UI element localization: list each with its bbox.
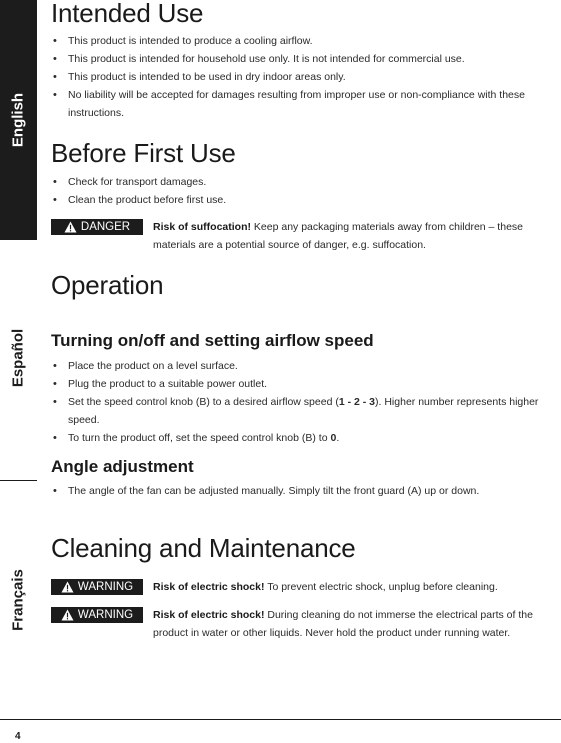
intended-use-heading: Intended Use: [51, 0, 204, 28]
list-item: • Plug the product to a suitable power outlet.: [51, 375, 561, 393]
warning-lead: Risk of electric shock!: [153, 581, 265, 593]
angle-adjustment-heading: Angle adjustment: [51, 457, 194, 476]
intended-use-list: [51, 32, 561, 122]
page-number: 4: [15, 731, 21, 742]
warning-body: To prevent electric shock, unplug before cleaning.: [264, 581, 498, 593]
angle-adjustment-list: [51, 482, 561, 500]
danger-lead: Risk of suffocation!: [153, 221, 252, 233]
list-item: [51, 429, 561, 447]
danger-body: Keep any packaging materials away from children – these materials are a potential source of danger, e.g. suffocation.: [153, 221, 523, 251]
off-text-post: .: [336, 432, 340, 444]
warning-badge: [51, 607, 143, 623]
language-tab-francais[interactable]: Français: [9, 569, 27, 631]
list-item: • This product is intended to produce a cooling airflow.: [51, 32, 561, 50]
speed-text-post: ). Higher number represents higher speed.: [68, 396, 539, 426]
footer-divider: [0, 719, 561, 720]
before-first-use-heading: Before First Use: [51, 138, 236, 168]
list-item: • This product is intended to be used in dry indoor areas only.: [51, 68, 561, 86]
speed-values: 1 - 2 - 3: [338, 396, 376, 408]
warning-text: [153, 606, 561, 642]
danger-notice: [51, 218, 561, 254]
turning-on-off-list: [51, 357, 561, 447]
language-tab-espanol[interactable]: Español: [9, 328, 27, 388]
list-item: • No liability will be accepted for damages resulting from improper use or non-compliance with these instructions.: [51, 86, 561, 122]
list-item: • The angle of the fan can be adjusted manually. Simply tilt the front guard (A) up or down.: [51, 482, 561, 500]
before-first-use-list: [51, 173, 561, 209]
language-tab-english[interactable]: English: [9, 92, 27, 148]
off-value: 0: [330, 432, 337, 444]
warning-text: [153, 578, 498, 596]
warning-badge-label: WARNING: [77, 609, 134, 621]
list-item: [51, 393, 561, 429]
warning-badge: [51, 579, 143, 595]
warning-badge-label: WARNING: [77, 581, 134, 593]
warning-triangle-icon: [61, 609, 74, 621]
tab-divider: [0, 480, 37, 481]
warning-lead: Risk of electric shock!: [153, 609, 265, 621]
warning-body: During cleaning do not immerse the electrical parts of the product in water or other liquids. Never hold the product under running water.: [153, 609, 533, 639]
cleaning-heading: Cleaning and Maintenance: [51, 533, 356, 563]
off-text-pre: To turn the product off, set the speed control knob (B) to: [68, 432, 331, 444]
danger-text: [153, 218, 561, 254]
warning-triangle-icon: [64, 221, 77, 233]
list-item: • This product is intended for household use only. It is not intended for commercial use.: [51, 50, 561, 68]
danger-badge-label: DANGER: [80, 221, 131, 233]
operation-heading: Operation: [51, 270, 164, 300]
list-item: • Clean the product before first use.: [51, 191, 561, 209]
warning-notice-2: [51, 606, 561, 642]
list-item: • Check for transport damages.: [51, 173, 561, 191]
list-item: • Place the product on a level surface.: [51, 357, 561, 375]
warning-notice-1: [51, 578, 561, 596]
turning-on-off-heading: Turning on/off and setting airflow speed: [51, 331, 374, 350]
warning-triangle-icon: [61, 581, 74, 593]
danger-badge: [51, 219, 143, 235]
speed-text-pre: Set the speed control knob (B) to a desired airflow speed (: [68, 396, 339, 408]
